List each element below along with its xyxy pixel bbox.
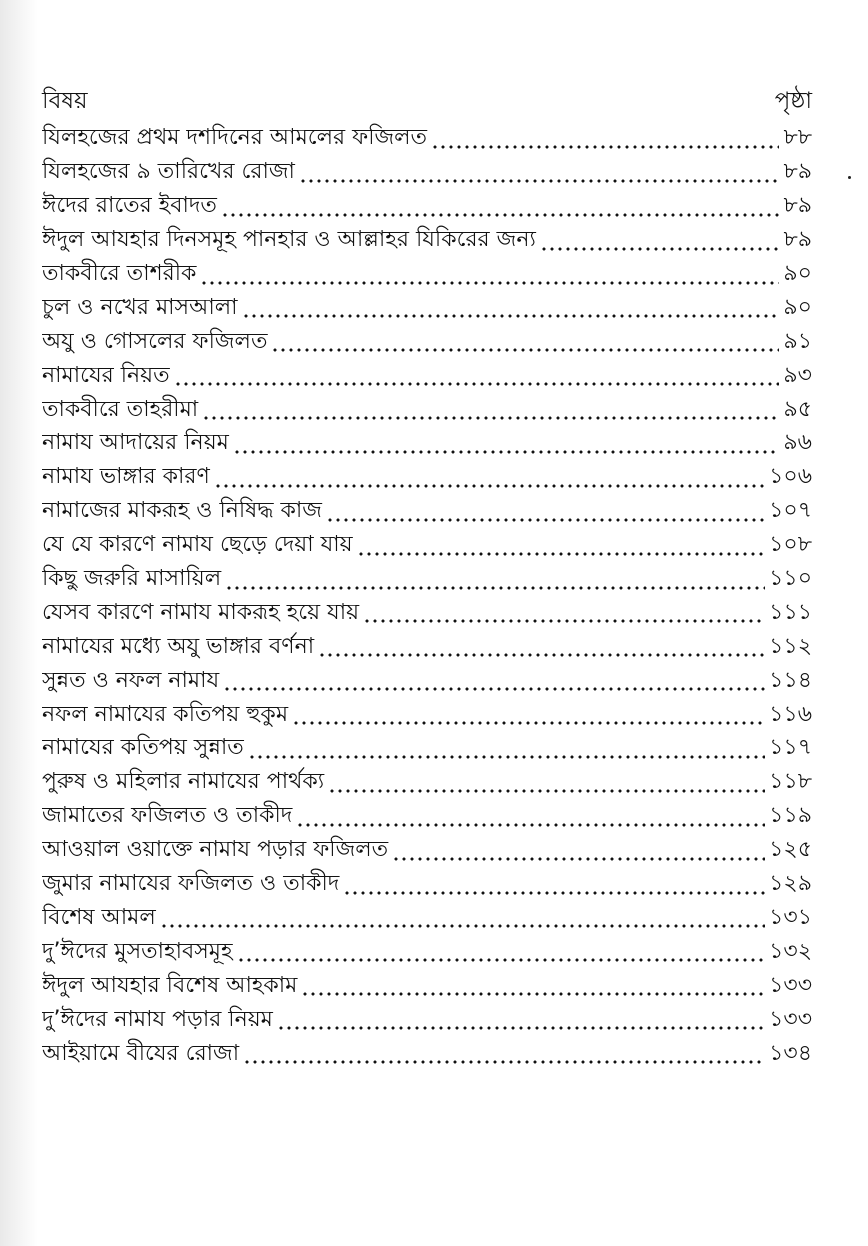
toc-entry-page-number: ১০৭ [769, 498, 812, 524]
dot-leader [292, 704, 765, 726]
toc-entry-title: নফল নামাযের কতিপয় হুকুম [42, 701, 289, 727]
toc-entry [42, 190, 812, 224]
toc-entry-title: আওয়াল ওয়াক্তে নামায পড়ার ফজিলত [42, 837, 389, 863]
toc-entry [42, 393, 812, 427]
toc-entry-page-number: ৯৬ [783, 430, 812, 456]
toc-entry [42, 1037, 812, 1071]
dot-leader [200, 264, 779, 286]
page-column-label: পৃষ্ঠা [774, 87, 812, 114]
dot-leader [160, 907, 765, 929]
dot-leader [540, 230, 780, 252]
toc-entry-title: সুন্নত ও নফল নামায [42, 667, 220, 693]
toc-entry-title: নামায আদায়ের নিয়ম [42, 430, 229, 456]
dot-leader [328, 772, 765, 794]
toc-entry-title: চুল ও নখের মাসআলা [42, 294, 238, 320]
toc-entry [42, 698, 812, 732]
dot-leader [343, 874, 765, 896]
toc-entry-page-number: ৯১ [783, 328, 812, 354]
toc-entry-page-number: ৮৯ [783, 227, 812, 253]
toc-entry [42, 156, 812, 190]
toc-entry [42, 224, 812, 258]
dot-leader [174, 365, 780, 387]
dot-leader [392, 840, 765, 862]
toc-entry-title: যিলহজের ৯ তারিখের রোজা [42, 159, 295, 185]
toc-entry [42, 291, 812, 325]
toc-entry-page-number: ১৩৩ [769, 1006, 812, 1032]
dot-leader [221, 196, 780, 218]
toc-entry [42, 969, 812, 1003]
toc-entry-page-number: ১৩১ [769, 904, 812, 930]
toc-entry-title: আইয়ামে বীযের রোজা [42, 1040, 240, 1066]
dot-leader [242, 297, 780, 319]
toc-entry-page-number: ৯৫ [783, 396, 812, 422]
dot-leader [296, 806, 765, 828]
dot-leader [225, 569, 765, 591]
table-of-contents [42, 122, 812, 1071]
toc-entry [42, 122, 812, 156]
dot-leader [233, 433, 780, 455]
toc-entry-page-number: ১১৭ [769, 735, 812, 761]
toc-entry [42, 834, 812, 868]
toc-entry-page-number: ১১৪ [769, 667, 812, 693]
toc-entry-title: ঈদুল আযহার বিশেষ আহকাম [42, 972, 298, 998]
toc-entry-page-number: ৯০ [783, 261, 812, 287]
ink-speck [848, 176, 851, 179]
toc-entry-title: যে যে কারণে নামায ছেড়ে দেয়া যায় [42, 532, 353, 558]
toc-entry-page-number: ৮৮ [783, 125, 812, 151]
toc-entry-title: দু’ঈদের মুসতাহাবসমূহ [42, 938, 233, 964]
binding-gutter-shadow [0, 0, 38, 1246]
toc-entry [42, 529, 812, 563]
subject-column-label: বিষয় [42, 87, 88, 114]
toc-entry [42, 935, 812, 969]
toc-entry [42, 325, 812, 359]
toc-entry-title: জুমার নামাযের ফজিলত ও তাকীদ [42, 871, 340, 897]
toc-entry-title: নামায ভাঙ্গার কারণ [42, 464, 210, 490]
toc-entry [42, 732, 812, 766]
dot-leader [318, 636, 765, 658]
toc-entry [42, 766, 812, 800]
toc-entry-title: পুরুষ ও মহিলার নামাযের পার্থক্য [42, 769, 325, 795]
toc-entry [42, 800, 812, 834]
dot-leader [357, 535, 766, 557]
dot-leader [271, 331, 779, 353]
toc-entry-page-number: ১১০ [769, 566, 812, 592]
toc-entry [42, 258, 812, 292]
toc-entry [42, 630, 812, 664]
toc-entry-title: অযু ও গোসলের ফজিলত [42, 328, 268, 354]
toc-entry-page-number: ৮৯ [783, 193, 812, 219]
toc-entry-page-number: ১১৬ [769, 701, 812, 727]
toc-header [42, 86, 812, 116]
toc-entry-page-number: ১৩২ [769, 938, 812, 964]
toc-entry [42, 596, 812, 630]
toc-entry-page-number: ৯০ [783, 294, 812, 320]
toc-entry-page-number: ১১১ [769, 599, 812, 625]
toc-entry-title: নামাযের কতিপয় সুন্নাত [42, 735, 244, 761]
toc-entry-page-number: ১৩৩ [769, 972, 812, 998]
toc-entry [42, 1003, 812, 1037]
toc-entry [42, 563, 812, 597]
toc-entry-page-number: ১২৯ [769, 871, 812, 897]
toc-entry-title: দু’ঈদের নামায পড়ার নিয়ম [42, 1006, 273, 1032]
dot-leader [202, 399, 779, 421]
toc-entry-title: নামাযের মধ্যে অযু ভাঙ্গার বর্ণনা [42, 633, 315, 659]
dot-leader [214, 467, 765, 489]
dot-leader [248, 738, 765, 760]
toc-entry-title: কিছু জরুরি মাসায়িল [42, 566, 222, 592]
toc-entry [42, 461, 812, 495]
dot-leader [237, 941, 766, 963]
toc-entry [42, 901, 812, 935]
toc-entry [42, 427, 812, 461]
toc-entry-title: যিলহজের প্রথম দশদিনের আমলের ফজিলত [42, 125, 428, 151]
toc-entry [42, 495, 812, 529]
dot-leader [243, 1043, 765, 1065]
toc-entry-title: বিশেষ আমল [42, 904, 156, 930]
dot-leader [277, 1009, 765, 1031]
toc-entry-page-number: ৮৯ [783, 159, 812, 185]
toc-entry-title: তাকবীরে তাশরীক [42, 261, 197, 287]
dot-leader [223, 670, 765, 692]
toc-entry-title: জামাতের ফজিলত ও তাকীদ [42, 803, 293, 829]
toc-entry-page-number: ১০৮ [769, 532, 812, 558]
dot-leader [301, 975, 765, 997]
toc-entry-title: যেসব কারণে নামায মাকরূহ হয়ে যায় [42, 599, 360, 625]
dot-leader [326, 501, 765, 523]
dot-leader [363, 602, 765, 624]
toc-entry-page-number: ১২৫ [769, 837, 812, 863]
toc-entry-title: নামাজের মাকরূহ ও নিষিদ্ধ কাজ [42, 498, 322, 524]
toc-entry-title: নামাযের নিয়ত [42, 362, 170, 388]
toc-entry-page-number: ১১২ [769, 633, 812, 659]
toc-entry [42, 868, 812, 902]
toc-entry [42, 359, 812, 393]
toc-entry-title: ঈদের রাতের ইবাদত [42, 193, 217, 219]
toc-entry-page-number: ১১৯ [769, 803, 812, 829]
toc-entry-page-number: ১১৮ [769, 769, 812, 795]
dot-leader [431, 128, 779, 150]
dot-leader [299, 162, 779, 184]
toc-entry [42, 664, 812, 698]
toc-entry-title: তাকবীরে তাহরীমা [42, 396, 199, 422]
toc-entry-page-number: ১৩৪ [769, 1040, 812, 1066]
toc-entry-page-number: ৯৩ [783, 362, 812, 388]
toc-entry-title: ঈদুল আযহার দিনসমূহ পানহার ও আল্লাহর যিকিরের জন্য [42, 227, 536, 253]
toc-entry-page-number: ১০৬ [769, 464, 812, 490]
